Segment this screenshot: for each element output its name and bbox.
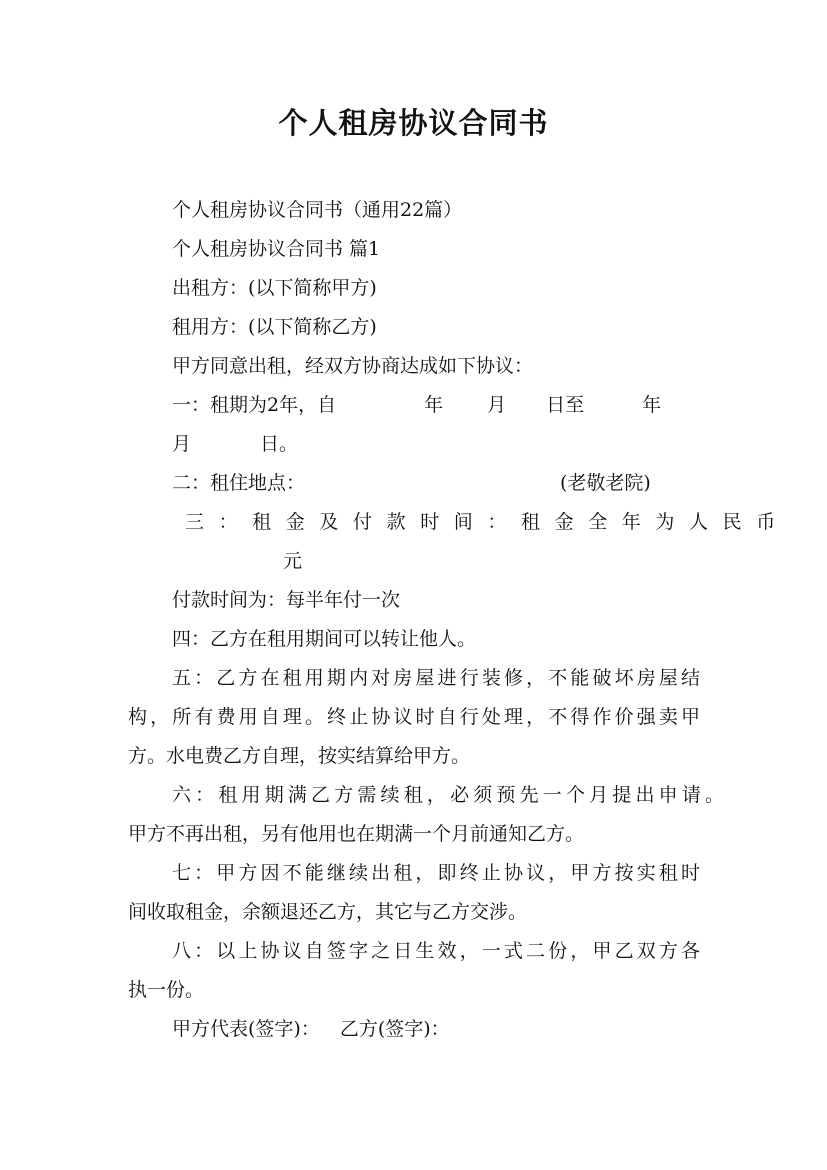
term-end-month-label: 月: [172, 433, 192, 455]
section-heading: 个人租房协议合同书 篇1: [172, 238, 381, 260]
lessor-line: 出租方：(以下简称甲方): [172, 277, 377, 299]
signature-line: [172, 1015, 450, 1043]
clause-7-line-2: 间收取租金，余额退还乙方，其它与乙方交涉。: [128, 901, 528, 923]
location-line: [172, 469, 651, 497]
term-day-label: 日至: [546, 394, 585, 416]
clause-7-line-1: 七：甲方因不能继续出租，即终止协议，甲方按实租时: [172, 862, 700, 884]
clause-4: 四：乙方在租用期间可以转让他人。: [172, 628, 477, 650]
term-line: [172, 391, 661, 419]
location-value: (老敬老院): [560, 472, 651, 494]
rent-line: 三：租金及付款时间：租金全年为人民币: [185, 511, 790, 533]
clause-5-line-2: 构，所有费用自理。终止协议时自行处理，不得作价强卖甲: [128, 706, 700, 728]
party-a-signature-label: 甲方代表(签字)：: [172, 1018, 320, 1040]
rent-unit: 元: [283, 550, 303, 572]
party-b-signature-label: 乙方(签字)：: [339, 1018, 450, 1040]
term-line-continued: [172, 430, 298, 458]
term-text-start: 一：租期为2年，自: [172, 394, 337, 416]
intro-line: 甲方同意出租，经双方协商达成如下协议：: [172, 355, 534, 377]
clause-6-line-1: 六：租用期满乙方需续租，必须预先一个月提出申请。: [172, 784, 724, 806]
term-end-year-label: 年: [642, 394, 662, 416]
clause-8-line-1: 八：以上协议自签字之日生效，一式二份，甲乙双方各: [172, 940, 700, 962]
subtitle-line: 个人租房协议合同书（通用22篇）: [172, 199, 463, 221]
term-end-day-label: 日。: [260, 433, 299, 455]
term-month-label: 月: [487, 394, 507, 416]
lessee-line: 租用方：(以下简称乙方): [172, 316, 377, 338]
location-label: 二：租住地点：: [172, 472, 306, 494]
document-title: 个人租房协议合同书: [278, 106, 549, 140]
clause-5-line-1: 五：乙方在租用期内对房屋进行装修，不能破坏房屋结: [172, 667, 700, 689]
clause-6-line-2: 甲方不再出租，另有他用也在期满一个月前通知乙方。: [128, 823, 585, 845]
payment-line: 付款时间为：每半年付一次: [172, 589, 401, 611]
clause-5-line-3: 方。水电费乙方自理，按实结算给甲方。: [128, 745, 471, 767]
clause-8-line-2: 执一份。: [128, 979, 205, 1001]
term-year-label: 年: [424, 394, 444, 416]
